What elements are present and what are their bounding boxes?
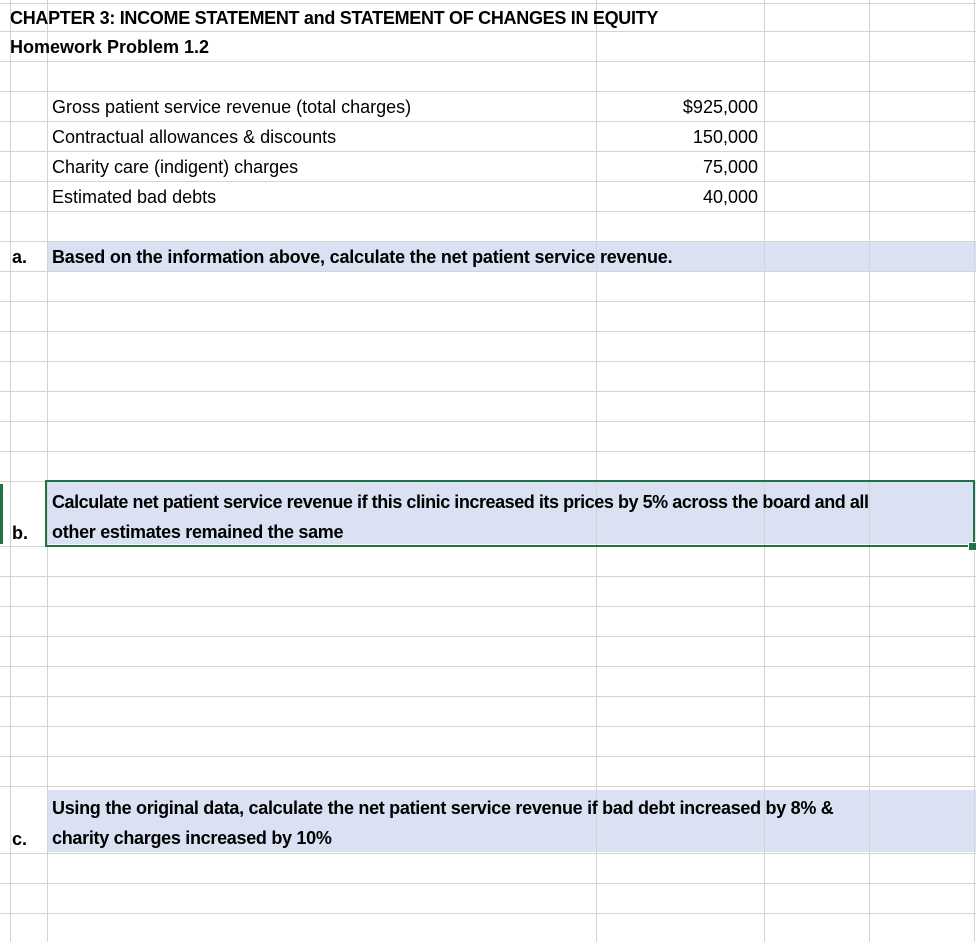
question-c-letter[interactable]: c.	[12, 829, 28, 849]
item-value-bad-debts[interactable]: 40,000	[702, 187, 758, 207]
item-value-gross-revenue[interactable]: $925,000	[682, 97, 758, 117]
item-value-charity-care[interactable]: 75,000	[702, 157, 758, 177]
question-c-text-line1[interactable]: Using the original data, calculate the net patient service revenue if bad debt increased by 8% &	[52, 798, 834, 818]
question-b-text-line2[interactable]: other estimates remained the same	[52, 522, 344, 542]
item-label-charity-care[interactable]: Charity care (indigent) charges	[52, 157, 299, 177]
question-b-letter[interactable]: b.	[12, 523, 28, 543]
selected-cell-border	[45, 480, 975, 547]
sheet-subtitle[interactable]: Homework Problem 1.2	[10, 37, 210, 57]
question-b-text-line1[interactable]: Calculate net patient service revenue if this clinic increased its prices by 5% across the board and all	[52, 492, 869, 512]
row-selection-marker	[0, 484, 3, 544]
question-a-text[interactable]: Based on the information above, calculate the net patient service revenue.	[52, 247, 673, 267]
item-label-gross-revenue[interactable]: Gross patient service revenue (total charges)	[52, 97, 412, 117]
question-a-letter[interactable]: a.	[12, 247, 28, 267]
question-c-text-line2[interactable]: charity charges increased by 10%	[52, 828, 332, 848]
item-value-contractual-allowances[interactable]: 150,000	[692, 127, 758, 147]
sheet-title[interactable]: CHAPTER 3: INCOME STATEMENT and STATEMENT OF CHANGES IN EQUITY	[10, 8, 659, 28]
fill-handle[interactable]	[968, 542, 976, 551]
item-label-bad-debts[interactable]: Estimated bad debts	[52, 187, 217, 207]
item-label-contractual-allowances[interactable]: Contractual allowances & discounts	[52, 127, 337, 147]
